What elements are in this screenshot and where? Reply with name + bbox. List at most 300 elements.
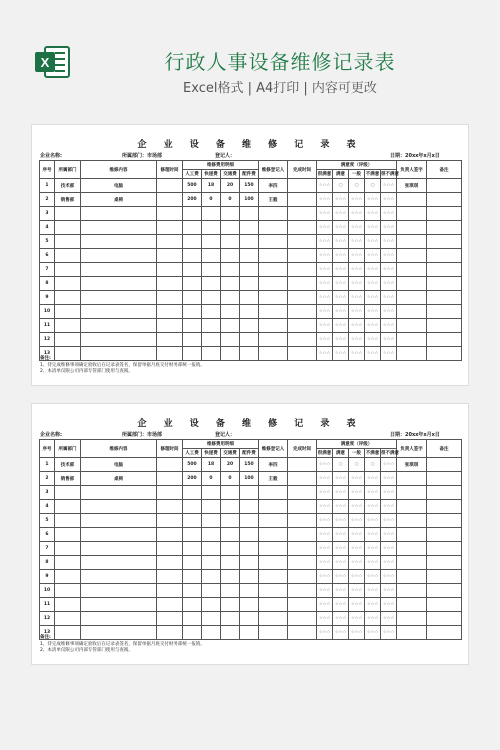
row-traffic: [221, 570, 240, 584]
row-signer: [397, 570, 427, 584]
row-content: [81, 235, 157, 249]
rating-cell: ☆☆☆: [333, 584, 349, 598]
row-time: [157, 514, 183, 528]
row-traffic: [221, 305, 240, 319]
row-dept: [55, 263, 81, 277]
notes-title: 备注:: [40, 635, 51, 640]
table-row: [40, 319, 462, 333]
row-content: [81, 570, 157, 584]
row-signer: 张琪琪: [397, 458, 427, 472]
row-traffic: [221, 612, 240, 626]
row-express: [202, 263, 221, 277]
rating-cell: ☆☆☆: [317, 598, 333, 612]
row-remark: [427, 319, 462, 333]
row-parts: [240, 221, 259, 235]
row-registrar: [259, 277, 288, 291]
col-header-very-satisfied: 很满意: [317, 170, 333, 179]
rating-cell: ☆☆☆: [381, 570, 397, 584]
row-signer: 张琪琪: [397, 179, 427, 193]
row-registrar: 王毅: [259, 193, 288, 207]
row-content: 桌椅: [81, 472, 157, 486]
row-number: 13: [40, 626, 55, 640]
row-content: [81, 305, 157, 319]
rating-cell: ☆☆☆: [333, 514, 349, 528]
rating-cell: ☆☆☆: [333, 500, 349, 514]
row-content: [81, 319, 157, 333]
row-content: [81, 612, 157, 626]
row-labor: 200: [183, 193, 202, 207]
col-header-express: 快递费: [202, 449, 221, 458]
row-time: [157, 528, 183, 542]
row-signer: [397, 305, 427, 319]
row-parts: 150: [240, 458, 259, 472]
col-header-satisfied: 满意: [333, 170, 349, 179]
row-express: [202, 235, 221, 249]
rating-cell: ☆☆☆: [349, 528, 365, 542]
row-remark: [427, 193, 462, 207]
sheet-preview-2: [31, 403, 469, 665]
row-remark: [427, 458, 462, 472]
row-registrar: [259, 305, 288, 319]
row-dept: [55, 207, 81, 221]
rating-cell: ☆☆☆: [333, 556, 349, 570]
repair-record-table: [39, 160, 462, 361]
row-number: 12: [40, 612, 55, 626]
row-number: 11: [40, 598, 55, 612]
registrar-label: 登记人：: [215, 432, 236, 438]
notes-title: 备注:: [40, 356, 51, 361]
rating-cell: ☆☆☆: [333, 235, 349, 249]
rating-cell: ☆☆☆: [317, 235, 333, 249]
rating-cell: ☆☆☆: [333, 542, 349, 556]
row-labor: [183, 235, 202, 249]
row-traffic: [221, 333, 240, 347]
row-number: 10: [40, 584, 55, 598]
col-header-labor: 人工费: [183, 449, 202, 458]
row-number: 1: [40, 179, 55, 193]
rating-cell: ☆☆☆: [349, 291, 365, 305]
row-remark: [427, 235, 462, 249]
rating-cell: ☆☆☆: [365, 291, 381, 305]
row-done-time: [288, 291, 317, 305]
rating-cell: ☆☆☆: [381, 193, 397, 207]
row-number: 4: [40, 500, 55, 514]
row-express: 18: [202, 179, 221, 193]
rating-cell: ☆☆☆: [365, 528, 381, 542]
row-labor: [183, 305, 202, 319]
rating-cell: ☆☆☆: [381, 486, 397, 500]
rating-cell: ○: [365, 179, 381, 193]
row-done-time: [288, 570, 317, 584]
col-header-dept: 所属部门: [55, 440, 81, 458]
row-signer: [397, 472, 427, 486]
rating-cell: ☆☆☆: [317, 193, 333, 207]
table-row: [40, 486, 462, 500]
row-signer: [397, 528, 427, 542]
row-signer: [397, 556, 427, 570]
row-time: [157, 584, 183, 598]
row-content: [81, 291, 157, 305]
row-labor: [183, 570, 202, 584]
rating-cell: ☆☆☆: [317, 277, 333, 291]
row-traffic: [221, 500, 240, 514]
rating-cell: ☆☆☆: [317, 249, 333, 263]
rating-cell: ☆☆☆: [317, 556, 333, 570]
rating-cell: ☆☆☆: [365, 542, 381, 556]
col-header-time: 修理时间: [157, 440, 183, 458]
excel-icon: [33, 43, 71, 81]
table-row: [40, 263, 462, 277]
rating-cell: ☆☆☆: [317, 458, 333, 472]
rating-cell: ☆☆☆: [381, 235, 397, 249]
row-signer: [397, 235, 427, 249]
col-header-content: 维修内容: [81, 161, 157, 179]
col-header-no: 序号: [40, 440, 55, 458]
row-done-time: [288, 249, 317, 263]
rating-cell: ☆☆☆: [349, 305, 365, 319]
row-dept: [55, 249, 81, 263]
sheet-title: 企 业 设 备 维 修 记 录 表: [137, 419, 363, 429]
rating-cell: ☆☆☆: [333, 626, 349, 640]
row-remark: [427, 556, 462, 570]
row-content: [81, 333, 157, 347]
row-express: [202, 221, 221, 235]
col-header-satisfaction: 满意度（评级）: [317, 440, 397, 449]
row-signer: [397, 263, 427, 277]
row-traffic: [221, 291, 240, 305]
row-labor: [183, 612, 202, 626]
row-remark: [427, 612, 462, 626]
row-registrar: [259, 235, 288, 249]
rating-cell: ☆☆☆: [365, 556, 381, 570]
row-parts: [240, 207, 259, 221]
col-header-done-time: 完成时间: [288, 161, 317, 179]
row-number: 6: [40, 249, 55, 263]
table-row: [40, 305, 462, 319]
row-time: [157, 472, 183, 486]
row-express: [202, 207, 221, 221]
page-title: 行政人事设备维修记录表: [164, 50, 396, 74]
row-content: 桌椅: [81, 193, 157, 207]
rating-cell: ☆☆☆: [381, 347, 397, 361]
row-express: [202, 514, 221, 528]
rating-cell: ☆☆☆: [317, 626, 333, 640]
row-signer: [397, 207, 427, 221]
row-content: 电脑: [81, 458, 157, 472]
col-header-cost-group: 维修费用明细: [183, 161, 259, 170]
row-labor: [183, 333, 202, 347]
row-registrar: [259, 333, 288, 347]
table-row: [40, 207, 462, 221]
rating-cell: ☆☆☆: [349, 570, 365, 584]
row-registrar: [259, 291, 288, 305]
row-labor: 200: [183, 472, 202, 486]
rating-cell: ☆☆☆: [333, 249, 349, 263]
row-content: 电脑: [81, 179, 157, 193]
row-dept: [55, 612, 81, 626]
table-row: [40, 556, 462, 570]
row-dept: [55, 221, 81, 235]
rating-cell: ☆☆☆: [365, 277, 381, 291]
rating-cell: ☆☆☆: [317, 472, 333, 486]
rating-cell: ☆☆☆: [317, 319, 333, 333]
col-header-content: 维修内容: [81, 440, 157, 458]
col-header-unsatisfied: 不满意: [365, 170, 381, 179]
row-express: 0: [202, 193, 221, 207]
row-signer: [397, 598, 427, 612]
row-number: 9: [40, 291, 55, 305]
row-registrar: [259, 542, 288, 556]
row-labor: [183, 500, 202, 514]
row-parts: [240, 500, 259, 514]
rating-cell: ☆☆☆: [381, 556, 397, 570]
rating-cell: ☆☆☆: [365, 500, 381, 514]
row-time: [157, 500, 183, 514]
rating-cell: ☆☆☆: [317, 612, 333, 626]
row-done-time: [288, 500, 317, 514]
row-content: [81, 542, 157, 556]
row-labor: [183, 584, 202, 598]
rating-cell: ☆☆☆: [317, 333, 333, 347]
rating-cell: ☆☆☆: [349, 347, 365, 361]
row-remark: [427, 626, 462, 640]
col-header-very-satisfied: 很满意: [317, 449, 333, 458]
row-dept: [55, 514, 81, 528]
rating-cell: ☆☆☆: [381, 598, 397, 612]
rating-cell: ☆☆☆: [317, 514, 333, 528]
table-row: [40, 291, 462, 305]
row-express: [202, 542, 221, 556]
row-number: 9: [40, 570, 55, 584]
rating-cell: ☆☆☆: [333, 598, 349, 612]
rating-cell: ☆☆☆: [317, 584, 333, 598]
row-registrar: [259, 486, 288, 500]
row-parts: [240, 626, 259, 640]
page-header: [0, 0, 500, 110]
row-labor: [183, 263, 202, 277]
rating-cell: ☆☆☆: [317, 207, 333, 221]
row-content: [81, 528, 157, 542]
row-content: [81, 277, 157, 291]
row-traffic: 20: [221, 179, 240, 193]
row-dept: [55, 528, 81, 542]
rating-cell: ○: [365, 458, 381, 472]
rating-cell: ☆☆☆: [349, 207, 365, 221]
row-done-time: [288, 626, 317, 640]
row-done-time: [288, 277, 317, 291]
row-express: [202, 249, 221, 263]
row-content: [81, 249, 157, 263]
row-dept: 销售部: [55, 193, 81, 207]
row-registrar: [259, 221, 288, 235]
rating-cell: ☆☆☆: [333, 472, 349, 486]
row-remark: [427, 542, 462, 556]
header-row: [40, 161, 462, 170]
row-done-time: [288, 514, 317, 528]
rating-cell: ☆☆☆: [381, 458, 397, 472]
rating-cell: ☆☆☆: [381, 528, 397, 542]
row-registrar: [259, 514, 288, 528]
row-traffic: [221, 486, 240, 500]
note-line: 1、待完成维修事项确定验收后在记录表签名，保留单据月底交付财务部统一报销。: [40, 641, 205, 647]
col-header-registrar: 维修登记人: [259, 161, 288, 179]
row-time: [157, 305, 183, 319]
row-parts: [240, 570, 259, 584]
row-time: [157, 542, 183, 556]
note-line: 2、本清单仅限公司内部专管部门使用与查阅。: [40, 648, 133, 653]
row-registrar: 王毅: [259, 472, 288, 486]
row-registrar: [259, 612, 288, 626]
col-header-very-unsatisfied: 很不满意: [381, 170, 397, 179]
row-remark: [427, 584, 462, 598]
rating-cell: ☆☆☆: [333, 486, 349, 500]
row-done-time: [288, 556, 317, 570]
row-time: [157, 570, 183, 584]
row-done-time: [288, 235, 317, 249]
row-remark: [427, 528, 462, 542]
row-express: [202, 291, 221, 305]
col-header-signer: 负责人签字: [397, 440, 427, 458]
table-row: [40, 542, 462, 556]
row-remark: [427, 570, 462, 584]
row-traffic: [221, 528, 240, 542]
row-number: 8: [40, 556, 55, 570]
row-express: [202, 486, 221, 500]
row-signer: [397, 277, 427, 291]
row-remark: [427, 347, 462, 361]
row-registrar: [259, 598, 288, 612]
rating-cell: ☆☆☆: [365, 193, 381, 207]
row-remark: [427, 263, 462, 277]
row-express: [202, 333, 221, 347]
row-traffic: [221, 598, 240, 612]
note-line: 1、待完成维修事项确定验收后在记录表签名，保留单据月底交付财务部统一报销。: [40, 362, 205, 368]
row-parts: [240, 347, 259, 361]
rating-cell: ☆☆☆: [381, 263, 397, 277]
row-parts: [240, 528, 259, 542]
row-signer: [397, 542, 427, 556]
row-done-time: [288, 584, 317, 598]
rating-cell: ☆☆☆: [349, 556, 365, 570]
company-name-label: 企业名称:: [40, 153, 62, 159]
row-number: 5: [40, 514, 55, 528]
row-remark: [427, 472, 462, 486]
row-express: [202, 305, 221, 319]
header-row: [40, 440, 462, 449]
table-row: [40, 333, 462, 347]
row-number: 12: [40, 333, 55, 347]
department-label: 所属部门：市场部: [122, 432, 163, 438]
rating-cell: ☆☆☆: [381, 612, 397, 626]
row-signer: [397, 333, 427, 347]
col-header-traffic: 交通费: [221, 449, 240, 458]
row-content: [81, 556, 157, 570]
rating-cell: ☆☆☆: [333, 570, 349, 584]
row-labor: [183, 249, 202, 263]
rating-cell: ☆☆☆: [381, 249, 397, 263]
row-parts: [240, 333, 259, 347]
rating-cell: ☆☆☆: [349, 221, 365, 235]
row-traffic: [221, 221, 240, 235]
table-row: [40, 570, 462, 584]
rating-cell: ☆☆☆: [349, 584, 365, 598]
table-row: [40, 179, 462, 193]
table-row: [40, 612, 462, 626]
rating-cell: ☆☆☆: [365, 207, 381, 221]
repair-record-table: [39, 439, 462, 640]
row-signer: [397, 347, 427, 361]
rating-cell: ☆☆☆: [333, 263, 349, 277]
notes: [40, 356, 205, 376]
col-header-parts: 配件费: [240, 449, 259, 458]
row-express: [202, 612, 221, 626]
row-traffic: 0: [221, 193, 240, 207]
row-parts: 100: [240, 472, 259, 486]
row-parts: [240, 584, 259, 598]
row-number: 2: [40, 193, 55, 207]
row-labor: [183, 486, 202, 500]
row-express: 0: [202, 472, 221, 486]
row-time: [157, 612, 183, 626]
rating-cell: ☆☆☆: [333, 612, 349, 626]
row-labor: [183, 528, 202, 542]
row-dept: [55, 542, 81, 556]
row-time: [157, 291, 183, 305]
row-dept: [55, 500, 81, 514]
row-signer: [397, 626, 427, 640]
row-done-time: [288, 193, 317, 207]
row-remark: [427, 221, 462, 235]
row-number: 6: [40, 528, 55, 542]
row-parts: [240, 263, 259, 277]
row-dept: [55, 598, 81, 612]
row-number: 2: [40, 472, 55, 486]
row-labor: [183, 542, 202, 556]
col-header-normal: 一般: [349, 449, 365, 458]
rating-cell: ☆☆☆: [349, 319, 365, 333]
row-time: [157, 598, 183, 612]
col-header-labor: 人工费: [183, 170, 202, 179]
row-parts: [240, 249, 259, 263]
rating-cell: ☆☆☆: [333, 207, 349, 221]
rating-cell: ☆☆☆: [317, 305, 333, 319]
row-done-time: [288, 207, 317, 221]
row-registrar: [259, 500, 288, 514]
row-traffic: [221, 207, 240, 221]
rating-cell: ☆☆☆: [333, 319, 349, 333]
table-row: [40, 598, 462, 612]
row-done-time: [288, 472, 317, 486]
row-parts: [240, 277, 259, 291]
row-registrar: [259, 207, 288, 221]
rating-cell: ☆☆☆: [349, 598, 365, 612]
rating-cell: ☆☆☆: [365, 347, 381, 361]
row-time: [157, 458, 183, 472]
row-traffic: [221, 626, 240, 640]
rating-cell: ☆☆☆: [381, 207, 397, 221]
row-number: 3: [40, 207, 55, 221]
rating-cell: ☆☆☆: [333, 277, 349, 291]
col-header-cost-group: 维修费用明细: [183, 440, 259, 449]
row-parts: [240, 542, 259, 556]
row-labor: [183, 207, 202, 221]
row-signer: [397, 193, 427, 207]
rating-cell: ☆☆☆: [365, 570, 381, 584]
row-time: [157, 319, 183, 333]
row-done-time: [288, 612, 317, 626]
row-traffic: [221, 249, 240, 263]
rating-cell: ☆☆☆: [317, 291, 333, 305]
